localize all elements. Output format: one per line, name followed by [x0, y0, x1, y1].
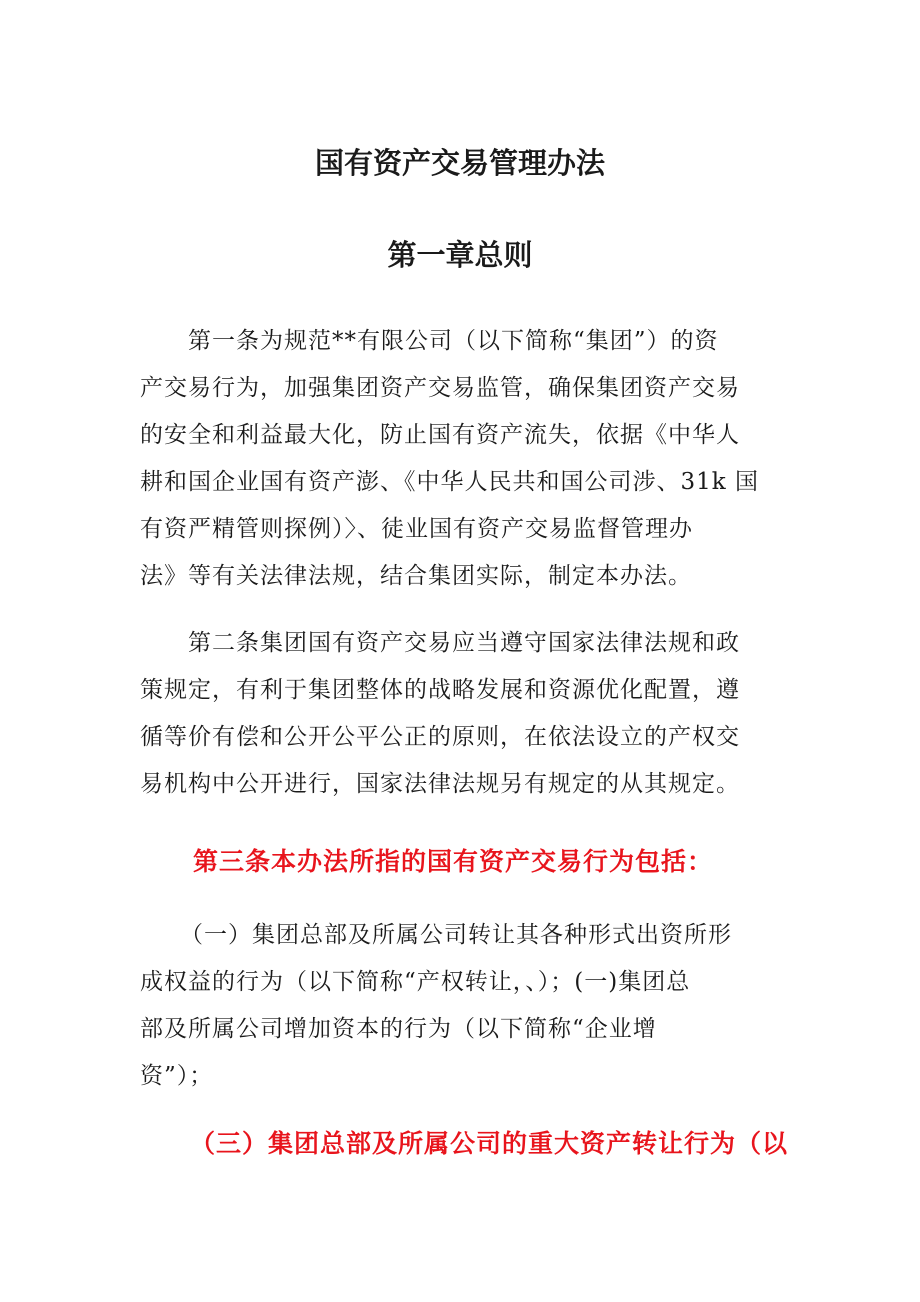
paragraph-line: 成权益的行为（以下简称“产权转让，、）；(一)集团总 [140, 969, 691, 995]
paragraph-line: 产交易行为，加强集团资产交易监管，确保集团资产交易 [140, 375, 740, 401]
paragraph-line: 策规定，有利于集团整体的战略发展和资源优化配置，遵 [140, 677, 740, 703]
paragraph-line: 循等价有偿和公开公平公正的原则，在依法设立的产权交 [140, 724, 740, 750]
paragraph-line: 耕和国企业国有资产澎、《中华人民共和国公司涉、31k 国 [140, 469, 760, 495]
article-1-paragraph [140, 318, 785, 600]
document-title: 国有资产交易管理办法 [314, 146, 605, 180]
paragraph-line: 第二条集团国有资产交易应当遵守国家法律法规和政 [188, 630, 740, 656]
article-3-heading: 第三条本办法所指的国有资产交易行为包括： [193, 847, 714, 876]
article-2-paragraph [140, 620, 785, 808]
chapter-heading: 第一章总则 [387, 238, 533, 272]
paragraph-line: （一）集团总部及所属公司转让其各种形式出资所形 [180, 922, 732, 948]
paragraph-line: 的安全和利益最大化，防止国有资产流失，依据《中华人 [140, 422, 740, 448]
paragraph-line: 第一条为规范**有限公司（以下简称“集团”）的资 [188, 328, 719, 354]
paragraph-line: 有资严精管则探例）〉、徒业国有资产交易监督管理办 [140, 516, 693, 542]
paragraph-line: 资”）； [140, 1063, 214, 1089]
item-3-heading: （三）集团总部及所属公司的重大资产转让行为（以 [190, 1129, 789, 1158]
paragraph-line: 部及所属公司增加资本的行为（以下简称“企业增 [140, 1016, 657, 1042]
paragraph-line: 法》等有关法律法规，结合集团实际，制定本办法。 [140, 563, 692, 589]
paragraph-line: 易机构中公开进行，国家法律法规另有规定的从其规定。 [140, 771, 740, 797]
item-1-paragraph [140, 912, 785, 1100]
